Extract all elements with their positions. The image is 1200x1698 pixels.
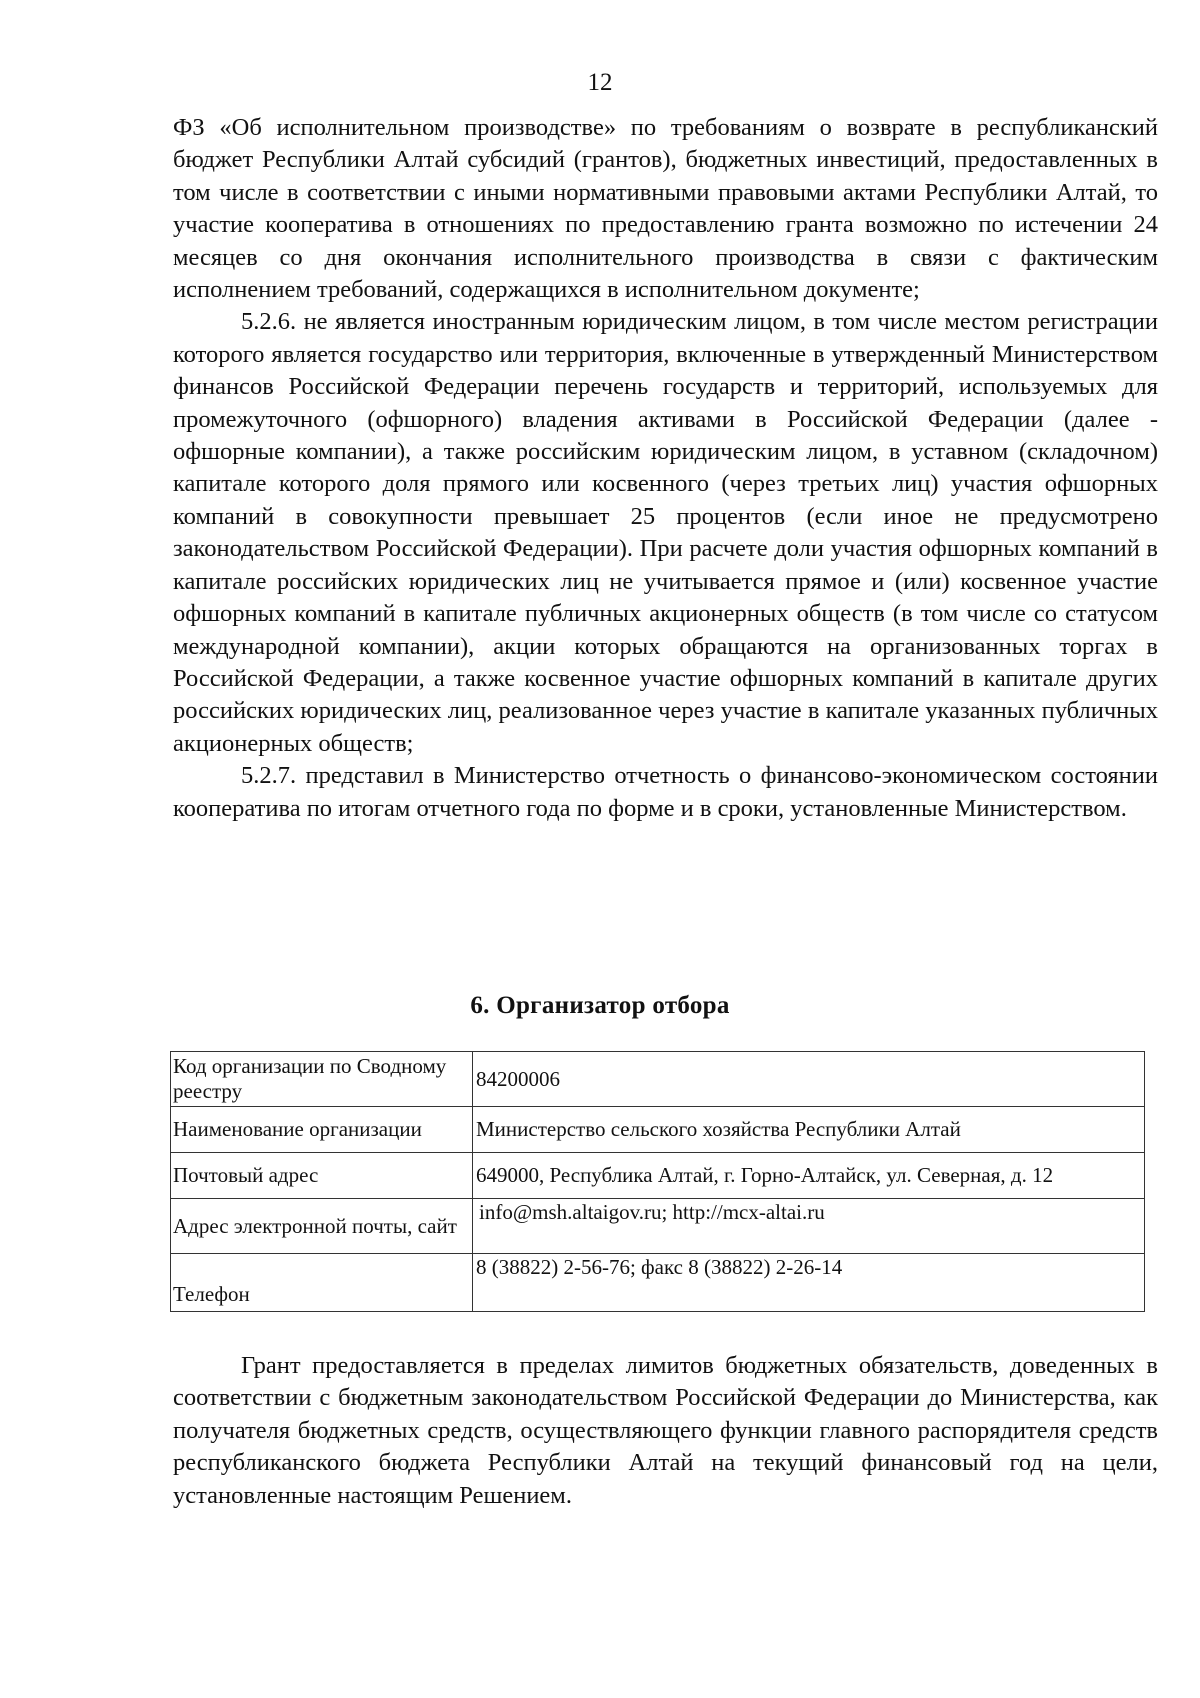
- row-label-postal-address: Почтовый адрес: [171, 1153, 473, 1199]
- row-value-email-site: info@msh.altaigov.ru; http://mcx-altai.ru: [473, 1199, 1145, 1254]
- row-label-phone: Телефон: [171, 1254, 473, 1312]
- page-number: 12: [587, 69, 613, 96]
- table-row: [171, 1199, 1145, 1254]
- paragraph-grant-limits: Грант предоставляется в пределах лимитов бюджетных обязательств, доведенных в соответствии с бюджетным законодательством Российской Федерации до Министерства, как получателя бюджетных средств, осуществляющего функции главного распорядителя средств республиканского бюджета Республики Алтай на текущий финансовый год на цели, установленные настоящим Решением.: [173, 1352, 1158, 1509]
- body-text-bottom: [173, 1350, 1158, 1512]
- row-value-org-name: Министерство сельского хозяйства Республики Алтай: [473, 1107, 1145, 1153]
- row-value-phone: 8 (38822) 2-56-76; факс 8 (38822) 2-26-14: [473, 1254, 1145, 1312]
- body-text-top: [173, 112, 1158, 825]
- section-title: 6. Организатор отбора: [470, 992, 730, 1019]
- row-value-postal-address: 649000, Республика Алтай, г. Горно-Алтайск, ул. Северная, д. 12: [473, 1153, 1145, 1199]
- table-row: [171, 1107, 1145, 1153]
- table-row: [171, 1153, 1145, 1199]
- paragraph-5-2-7: 5.2.7. представил в Министерство отчетность о финансово-экономическом состоянии кооператива по итогам отчетного года по форме и в сроки, установленные Министерством.: [173, 762, 1158, 822]
- table-row: [171, 1052, 1145, 1107]
- organizer-table: [170, 1051, 1145, 1312]
- row-label-registry-code: Код организации по Сводному реестру: [171, 1052, 473, 1107]
- row-label-email-site: Адрес электронной почты, сайт: [171, 1199, 473, 1254]
- row-value-registry-code: 84200006: [473, 1052, 1145, 1107]
- row-label-org-name: Наименование организации: [171, 1107, 473, 1153]
- table-row: [171, 1254, 1145, 1312]
- paragraph-continuation: ФЗ «Об исполнительном производстве» по требованиям о возврате в республиканский бюджет Республики Алтай субсидий (грантов), бюджетных инвестиций, предоставленных в том числе в соответствии с иными нормативными правовыми актами Республики Алтай, то участие кооператива в отношениях по предоставлению гранта возможно по истечении 24 месяцев со дня окончания исполнительного производства в связи с фактическим исполнением требований, содержащихся в исполнительном документе;: [173, 114, 1158, 304]
- paragraph-5-2-6: 5.2.6. не является иностранным юридическим лицом, в том числе местом регистрации которого является государство или территория, включенные в утвержденный Министерством финансов Российской Федерации перечень государств и территорий, используемых для промежуточного (офшорного) владения активами в Российской Федерации (далее - офшорные компании), а также российским юридическим лицом, в уставном (складочном) капитале которого доля прямого или косвенного (через третьих лиц) участия офшорных компаний в совокупности превышает 25 процентов (если иное не предусмотрено законодательством Российской Федерации). При расчете доли участия офшорных компаний в капитале российских юридических лиц не учитывается прямое и (или) косвенное участие офшорных компаний в капитале публичных акционерных обществ (в том числе со статусом международной компании), акции которых обращаются на организованных торгах в Российской Федерации, а также косвенное участие офшорных компаний в капитале других российских юридических лиц, реализованное через участие в капитале указанных публичных акционерных обществ;: [173, 308, 1158, 757]
